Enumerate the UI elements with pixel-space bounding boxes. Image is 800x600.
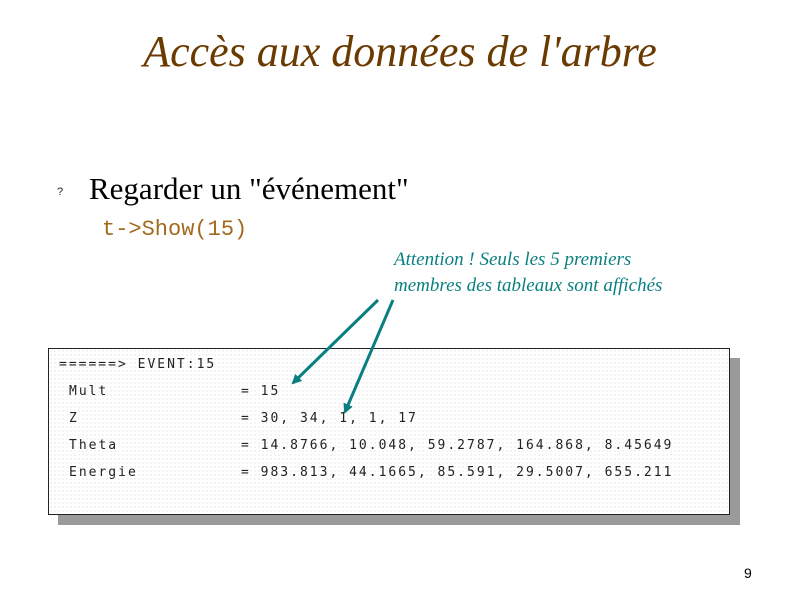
row-value-z: = 30, 34, 1, 1, 17 — [241, 411, 418, 426]
row-value-energie: = 983.813, 44.1665, 85.591, 29.5007, 655.211 — [241, 465, 674, 480]
annotation-line-2: membres des tableaux sont affichés — [394, 275, 663, 296]
row-label-mult: Mult — [69, 384, 109, 399]
arrow-to-z — [345, 300, 393, 412]
bullet-icon: ? — [57, 186, 64, 198]
event-header: ======> EVENT:15 — [59, 357, 217, 372]
bullet-text: Regarder un "événement" — [89, 171, 409, 206]
arrow-to-mult — [293, 300, 378, 383]
row-value-theta: = 14.8766, 10.048, 59.2787, 164.868, 8.45649 — [241, 438, 674, 453]
slide-title: Accès aux données de l'arbre — [143, 27, 657, 76]
row-label-energie: Energie — [69, 465, 138, 480]
annotation-line-1: Attention ! Seuls les 5 premiers — [394, 249, 632, 270]
row-label-theta: Theta — [69, 438, 119, 453]
row-label-z: Z — [69, 411, 79, 426]
row-value-mult: = 15 — [241, 384, 281, 399]
page-number: 9 — [744, 565, 752, 581]
code-snippet: t->Show(15) — [102, 217, 248, 242]
